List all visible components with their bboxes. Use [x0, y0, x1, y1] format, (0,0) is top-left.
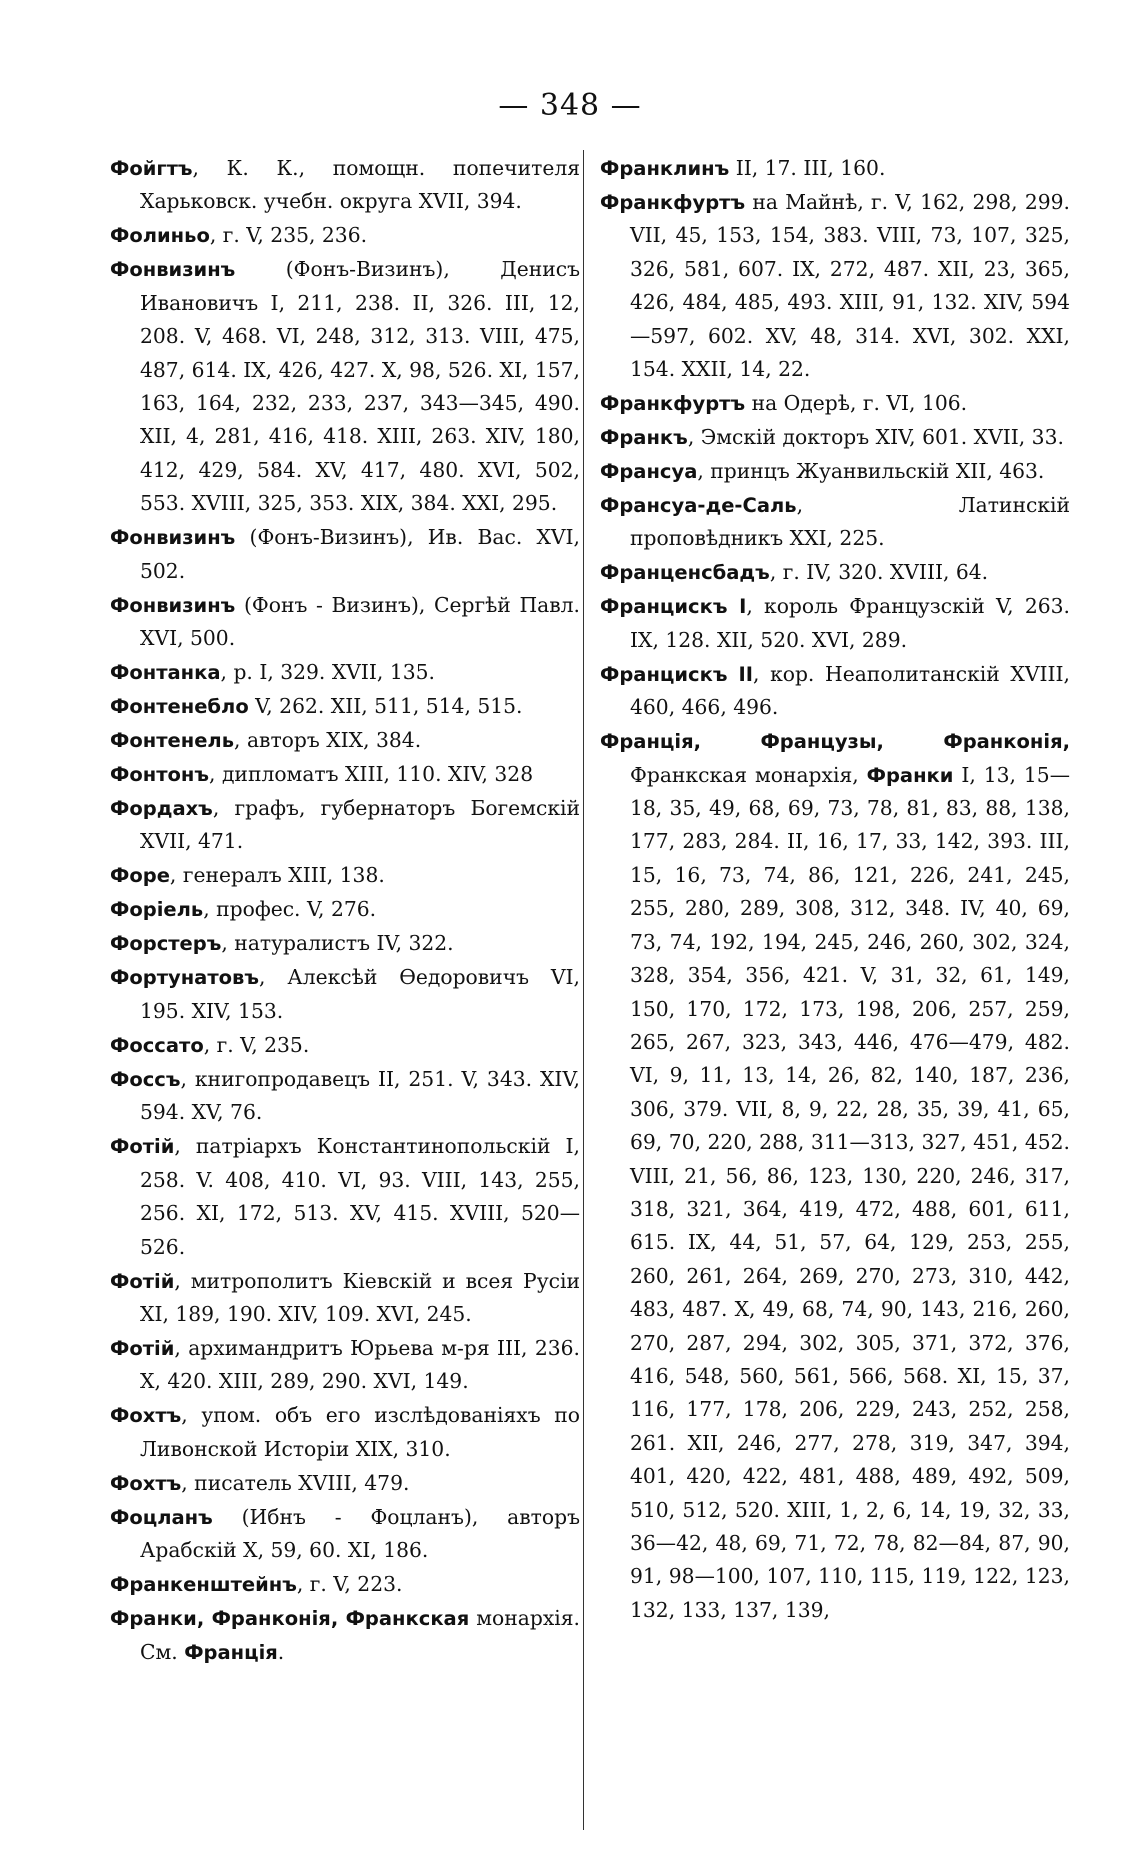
index-entry — [110, 656, 580, 689]
entry-headword: Франкфуртъ — [600, 191, 746, 214]
index-entry — [110, 927, 580, 960]
entry-references: V, 262. XII, 511, 514, 515. — [248, 694, 523, 719]
index-entry — [600, 590, 1070, 657]
index-entry — [600, 421, 1070, 454]
entry-headword: Фортунатовъ — [110, 966, 260, 990]
entry-references-continued: I, 13, 15—18, 35, 49, 68, 69, 73, 78, 81, 83, 88, 138, 177, 283, 284. II, 16, 17, 33, 142, 393. III, 15, 16, 73, 74, 86, 121, 226, 241, 245, 255, 280, 289, 308, 312, 348. IV, 40, 69, 73, 74, 192, 194, 245, 246, 260, 302, 324, 328, 354, 356, 421. V, 31, 32, 61, 149, 150, 170, 172, 173, 198, 206, 257, 259, 265, 267, 323, 343, 446, 476—479, 482. VI, 9, 11, 13, 14, 26, 82, 140, 187, 236, 306, 379. VII, 8, 9, 22, 28, 35, 39, 41, 65, 69, 70, 220, 288, 311—313, 327, 451, 452. VIII, 21, 56, 86, 123, 130, 220, 246, 317, 318, 321, 364, 419, 472, 488, 601, 611, 615. IX, 44, 51, 57, 64, 129, 253, 255, 260, 261, 264, 269, 270, 273, 310, 442, 483, 487. X, 49, 68, 74, 90, 143, 216, 260, 270, 287, 294, 302, 305, 371, 372, 376, 416, 548, 560, 561, 566, 568. XI, 15, 37, 116, 177, 178, 206, 229, 243, 252, 258, 261. XII, 246, 277, 278, 319, 347, 394, 401, 420, 422, 481, 488, 489, 492, 509, 510, 512, 520. XIII, 1, 2, 6, 14, 19, 32, 33, 36—42, 48, 69, 71, 72, 78, 82—84, 87, 90, 91, 98—100, 107, 110, 115, 119, 122, 123, 132, 133, 137, 139, — [630, 762, 1070, 1622]
index-entry — [110, 1332, 580, 1399]
right-column — [600, 152, 1070, 1628]
entry-headword: Фонвизинъ — [110, 593, 236, 617]
entry-headword: Фонвизинъ — [110, 526, 236, 550]
page-number: — 348 — — [498, 88, 642, 123]
entry-references: , митрополитъ Кіевскій и всея Русіи XI, 189, 190. XIV, 109. XVI, 245. — [140, 1268, 580, 1326]
entry-headword: Фохтъ — [110, 1471, 182, 1495]
entry-headword: Фойгтъ — [110, 157, 193, 180]
entry-headword: Фотій — [110, 1336, 175, 1360]
entry-references: , Алексѣй Ѳедоровичъ VI, 195. XIV, 153. — [140, 965, 580, 1023]
entry-references: (Фонъ - Визинъ), Сергѣй Павл. XVI, 500. — [140, 592, 580, 651]
entry-headword: Франсуа — [600, 460, 698, 484]
entry-headword: Францискъ II — [600, 662, 753, 686]
entry-cross-reference: Франція — [184, 1640, 278, 1664]
entry-references: , Латинскій проповѣдникъ XXI, 225. — [630, 493, 1070, 551]
index-entry — [110, 792, 580, 859]
index-entry — [110, 152, 580, 219]
entry-headword: Франкфуртъ — [600, 392, 746, 416]
entry-headword: Форе — [110, 864, 170, 888]
entry-references: , Эмскій докторъ XIV, 601. XVII, 33. — [687, 425, 1064, 450]
index-entry — [110, 1029, 580, 1062]
entry-references: , графъ, губернаторъ Богемскій XVII, 471. — [140, 796, 580, 854]
entry-cross-reference: Франки — [866, 763, 954, 787]
index-entry — [110, 521, 580, 588]
index-entry — [600, 455, 1070, 488]
entry-references: , г. V, 235, 236. — [209, 223, 368, 248]
index-entry — [600, 152, 1070, 185]
entry-headword: Фонтенель — [110, 729, 235, 753]
entry-references: , писатель XVIII, 479. — [181, 1470, 410, 1495]
entry-references: , г. V, 223. — [296, 1572, 403, 1597]
entry-references: , кор. Неаполитанскій XVIII, 460, 466, 496. — [630, 661, 1070, 720]
entry-headword: Франки, Франконія, Франкская — [110, 1607, 470, 1631]
entry-references-continued: . — [277, 1639, 285, 1664]
left-column — [110, 152, 580, 1670]
entry-headword: Франсуа-де-Саль — [600, 494, 797, 518]
index-entry — [110, 1467, 580, 1500]
entry-references: (Ибнъ - Фоцланъ), авторъ Арабскій X, 59, 60. XI, 186. — [140, 1504, 580, 1563]
index-entry — [110, 1568, 580, 1601]
index-entry — [110, 219, 580, 252]
entry-headword: Фоссъ — [110, 1067, 181, 1091]
index-entry — [110, 961, 580, 1028]
index-entry — [110, 1130, 580, 1264]
entry-headword: Фонтонъ — [110, 763, 210, 787]
entry-headword: Форіель — [110, 898, 204, 922]
column-divider — [583, 150, 584, 1830]
index-entry — [110, 1602, 580, 1669]
entry-headword: Франклинъ — [600, 157, 730, 180]
index-entry — [600, 658, 1070, 725]
entry-headword: Франкенштейнъ — [110, 1573, 297, 1597]
entry-references: Франкская монархія, — [630, 762, 867, 787]
entry-references: , книгопродавецъ II, 251. V, 343. XIV, 594. XV, 76. — [140, 1066, 580, 1125]
entry-references: (Фонъ-Визинъ), Денисъ Ивановичъ I, 211, 238. II, 326. III, 12, 208. V, 468. VI, 248, 312, 313. VIII, 475, 487, 614. IX, 426, 427. X, 98, 526. XI, 157, 163, 164, 232, 233, 237, 343—345, 490. XII, 4, 281, 416, 418. XIII, 263. XIV, 180, 412, 429, 584. XV, 417, 480. XVI, 502, 553. XVIII, 325, 353. XIX, 384. XXI, 295. — [140, 257, 580, 516]
index-entry — [110, 589, 580, 656]
entry-headword: Францискъ I — [600, 595, 747, 619]
entry-headword: Фотій — [110, 1269, 175, 1293]
entry-references: на Майнѣ, г. V, 162, 298, 299. VII, 45, 153, 154, 383. VIII, 73, 107, 325, 326, 581, 607. IX, 272, 487. XII, 23, 365, 426, 484, 485, 493. XIII, 91, 132. XIV, 594—597, 602. XV, 48, 314. XVI, 302. XXI, 154. XXII, 14, 22. — [630, 190, 1070, 382]
index-entry — [600, 489, 1070, 556]
entry-headword: Фонтенебло — [110, 695, 249, 719]
entry-headword: Форстеръ — [110, 932, 222, 956]
entry-references: , натуралистъ IV, 322. — [221, 931, 454, 956]
entry-headword: Фоссато — [110, 1033, 204, 1057]
index-entry — [110, 1399, 580, 1466]
entry-headword: Фохтъ — [110, 1404, 182, 1428]
entry-references: (Фонъ-Визинъ), Ив. Вас. XVI, 502. — [140, 525, 580, 583]
entry-references: , авторъ XIX, 384. — [234, 728, 422, 753]
entry-headword: Фонвизинъ — [110, 258, 236, 282]
index-entry — [600, 387, 1070, 420]
entry-headword: Франція, Французы, Франконія, — [600, 730, 1070, 754]
entry-references: , г. IV, 320. XVIII, 64. — [769, 560, 989, 585]
index-entry — [600, 556, 1070, 589]
entry-headword: Фордахъ — [110, 797, 213, 821]
entry-references: , архимандритъ Юрьева м-ря III, 236. X, 420. XIII, 289, 290. XVI, 149. — [140, 1335, 580, 1394]
index-entry — [110, 758, 580, 791]
index-entry — [110, 893, 580, 926]
index-entry — [110, 1063, 580, 1130]
index-entry — [110, 1265, 580, 1332]
entry-headword: Фолиньо — [110, 224, 210, 248]
entry-references: , генералъ XIII, 138. — [169, 863, 385, 888]
index-entry — [110, 1501, 580, 1568]
entry-references: на Одерѣ, г. VI, 106. — [745, 391, 968, 416]
entry-references: , патріархъ Константинопольскій I, 258. V. 408, 410. VI, 93. VIII, 143, 255, 256. XI, 172, 513. XV, 415. XVIII, 520—526. — [140, 1134, 580, 1259]
entry-references: монархія. См. — [140, 1606, 580, 1664]
entry-headword: Франкъ — [600, 426, 688, 450]
index-entry — [110, 253, 580, 520]
entry-references: , принцъ Жуанвильскій XII, 463. — [697, 459, 1045, 484]
entry-references: , г. V, 235. — [203, 1032, 310, 1057]
entry-references: , р. I, 329. XVII, 135. — [220, 660, 435, 685]
entry-headword: Фотій — [110, 1135, 175, 1159]
index-entry — [110, 859, 580, 892]
entry-headword: Франценсбадъ — [600, 561, 770, 585]
entry-references: , профес. V, 276. — [203, 897, 377, 922]
entry-references: , упом. объ его изслѣдованіяхъ по Ливонской Исторіи XIX, 310. — [140, 1403, 580, 1461]
entry-references: , король Французскій V, 263. IX, 128. XII, 520. XVI, 289. — [630, 594, 1070, 652]
index-entry — [600, 725, 1070, 1627]
index-entry — [110, 690, 580, 723]
entry-references: II, 17. III, 160. — [729, 156, 886, 180]
entry-headword: Фонтанка — [110, 661, 221, 685]
index-entry — [600, 186, 1070, 386]
entry-references: , дипломатъ XIII, 110. XIV, 328 — [209, 762, 534, 787]
entry-headword: Фоцланъ — [110, 1505, 213, 1529]
index-entry — [110, 724, 580, 757]
entry-references: , К. К., помощн. попечителя Харьковск. учебн. округа XVII, 394. — [140, 156, 580, 214]
